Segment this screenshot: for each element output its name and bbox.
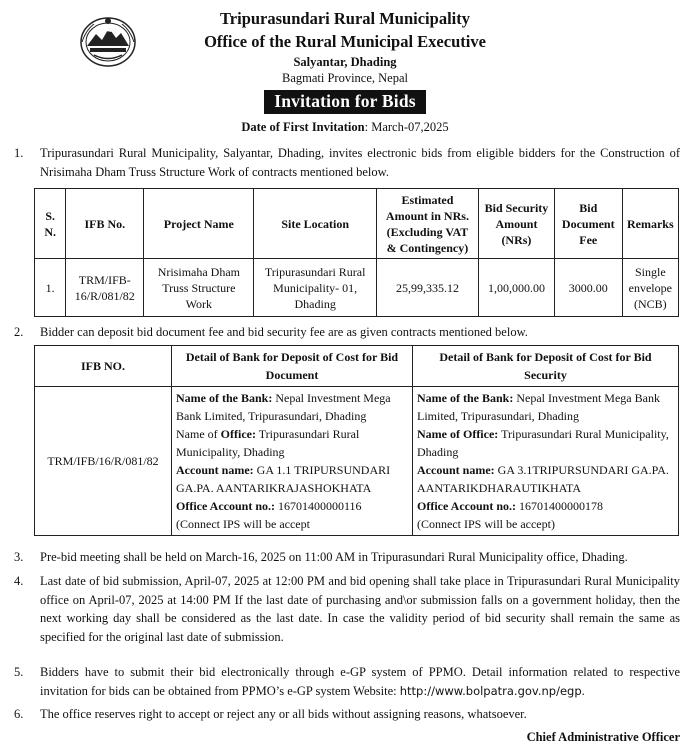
- cell-ifb-no: TRM/IFB/16/R/081/82: [35, 387, 172, 536]
- cell-bid-document-bank: [172, 387, 413, 536]
- table-header-row: [35, 346, 679, 387]
- first-invitation-date: [0, 120, 690, 135]
- col-ifb-no: IFB No.: [66, 189, 144, 259]
- account-no-label: Office Account no.:: [176, 499, 275, 513]
- cell-estimated-amount: 25,99,335.12: [376, 259, 478, 317]
- item-number: 2.: [14, 325, 24, 339]
- office-value: Tripurasundari Rural Municipality, Dhading: [176, 427, 360, 459]
- col-bid-document-fee: Bid Document Fee: [554, 189, 622, 259]
- date-label: Date of First Invitation: [241, 120, 365, 134]
- col-estimated-amount: Estimated Amount in NRs. (Excluding VAT & Contingency): [376, 189, 478, 259]
- col-ifb-no: IFB NO.: [35, 346, 172, 387]
- item-number: 3.: [14, 550, 24, 564]
- bank-value: Nepal Investment Mega Bank Limited, Tripurasundari, Dhading: [417, 391, 660, 423]
- table-row: [35, 387, 679, 536]
- item-number: 6.: [14, 707, 24, 721]
- item-text: The office reserves right to accept or reject any or all bids without assigning reasons, whatsoever.: [40, 707, 527, 721]
- cell-remarks: Single envelope (NCB): [622, 259, 678, 317]
- contracts-table: [34, 188, 679, 317]
- item-number: 1.: [14, 146, 24, 160]
- item-number: 5.: [14, 665, 24, 679]
- account-name-label: Account name:: [176, 463, 254, 477]
- province-text: Bagmati Province, Nepal: [281, 71, 408, 85]
- notice-title-banner: Invitation for Bids: [264, 90, 426, 114]
- bank-details-table: [34, 345, 679, 536]
- office-value: Tripurasundari Rural Municipality, Dhading: [417, 427, 669, 459]
- signature-title: Chief Administrative Officer: [526, 730, 680, 744]
- cell-bid-security: 1,00,000.00: [479, 259, 555, 317]
- item-text: Last date of bid submission, April-07, 2025 at 12:00 PM and bid opening shall take place in Tripurasundari Rural Municipality office on April-07, 2025 at 14:00 PM If the last date of purchasing and\or submission falls on a government holiday, then the next working day shall be considered as the last date. In case the validity period of bid security shall remain the same as specified for the original last date of submission.: [40, 574, 680, 644]
- col-project-name: Project Name: [144, 189, 254, 259]
- col-bid-security-bank: Detail of Bank for Deposit of Cost for Bid Security: [413, 346, 679, 387]
- item-text-tail: .: [581, 683, 585, 698]
- office-label: Office:: [220, 427, 256, 441]
- egp-website-link[interactable]: http://www.bolpatra.gov.np/egp: [399, 683, 582, 698]
- cell-project-name: Nrisimaha Dham Truss Structure Work: [144, 259, 254, 317]
- office-location: Salyantar, Dhading: [293, 55, 397, 69]
- col-sn: S. N.: [35, 189, 66, 259]
- cell-ifb-no: TRM/IFB-16/R/081/82: [66, 259, 144, 317]
- col-bid-security: Bid Security Amount (NRs): [479, 189, 555, 259]
- col-site-location: Site Location: [254, 189, 376, 259]
- account-name-value: GA 3.1TRIPURSUNDARI GA.PA. AANTARIKDHARAUTIKHATA: [417, 463, 669, 495]
- org-name: Tripurasundari Rural Municipality: [220, 9, 470, 28]
- item-text: Pre-bid meeting shall be held on March-16, 2025 on 11:00 AM in Tripurasundari Rural Municipality office, Dhading.: [40, 550, 628, 564]
- date-value: : March-07,2025: [364, 120, 449, 134]
- col-bid-document-bank: Detail of Bank for Deposit of Cost for Bid Document: [172, 346, 413, 387]
- bank-label: Name of the Bank:: [417, 391, 514, 405]
- office-label: Name of Office:: [417, 427, 499, 441]
- item-text: Bidder can deposit bid document fee and bid security fee are as given contracts mentioned below.: [40, 325, 528, 339]
- account-name-label: Account name:: [417, 463, 495, 477]
- item-text-body: Bidders have to submit their bid electronically through e-GP system of PPMO. Detail information related to respective invitation for bids can be obtained from PPMO’s e-GP system Website:: [40, 665, 680, 698]
- office-name: Office of the Rural Municipal Executive: [204, 32, 486, 51]
- table-row: [35, 259, 679, 317]
- cell-sn: 1.: [35, 259, 66, 317]
- bank-label: Name of the Bank:: [176, 391, 273, 405]
- cell-bid-security-bank: [413, 387, 679, 536]
- account-no-label: Office Account no.:: [417, 499, 516, 513]
- cell-bid-document-fee: 3000.00: [554, 259, 622, 317]
- item-text: [40, 663, 680, 700]
- account-no-value: 16701400000178: [515, 499, 603, 513]
- connect-ips-note: (Connect IPS will be accept: [176, 517, 310, 531]
- table-header-row: [35, 189, 679, 259]
- account-no-value: 16701400000116: [274, 499, 362, 513]
- bank-value: Nepal Investment Mega Bank Limited, Tripurasundari, Dhading: [176, 391, 391, 423]
- item-number: 4.: [14, 574, 24, 588]
- cell-site-location: Tripurasundari Rural Municipality- 01, Dhading: [254, 259, 376, 317]
- col-remarks: Remarks: [622, 189, 678, 259]
- connect-ips-note: (Connect IPS will be accept): [417, 517, 555, 531]
- account-name-value: GA 1.1 TRIPURSUNDARI GA.PA. AANTARIKRAJASHOKHATA: [176, 463, 391, 495]
- item-text: Tripurasundari Rural Municipality, Salyantar, Dhading, invites electronic bids from eligible bidders for the Construction of Nrisimaha Dham Truss Structure Work of contracts mentioned below.: [40, 146, 680, 179]
- office-prefix: Name of: [176, 427, 221, 441]
